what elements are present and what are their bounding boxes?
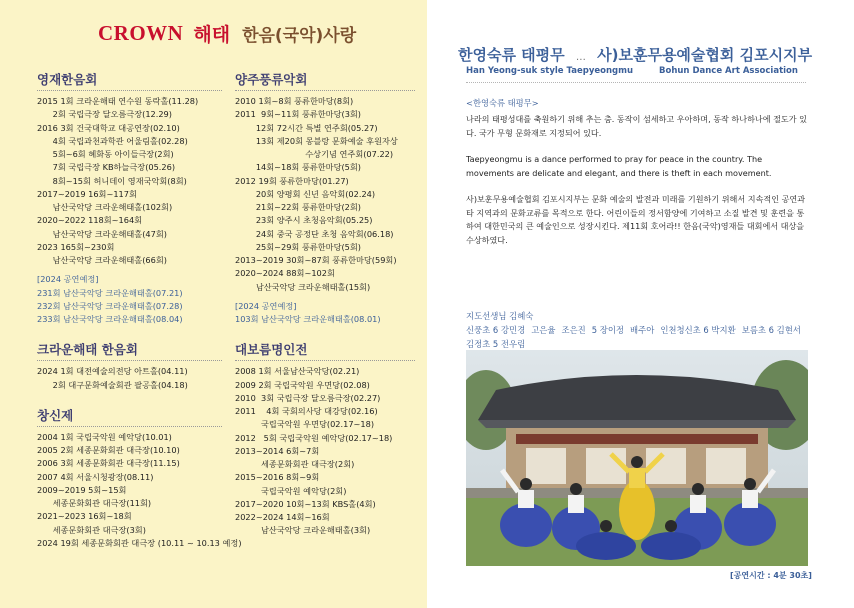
- performance-entry: 2016 3회 건국대학교 대공연장(02.10): [37, 122, 180, 133]
- performance-entry: 세종문화회관 대극장(11회): [37, 498, 152, 508]
- title-divider: [466, 82, 806, 83]
- performance-entry: 2007 4회 서울시청광장(08.11): [37, 471, 154, 482]
- performance-entry: 남산국악당 크라운해태홀(3회): [235, 525, 371, 536]
- performance-entry: 20회 양평회 신년 음악회(02.24): [235, 188, 376, 199]
- performance-entry: 23회 양주시 초청음악회(05.25): [235, 215, 373, 226]
- performance-entry: 2010 1회~8회 풍류한마당(8회): [235, 96, 354, 106]
- performance-entry: 14회~18회 풍류한마당(5회): [235, 162, 361, 173]
- performance-entry: 2012 19회 풍류한마당(01.27): [235, 175, 349, 186]
- subtitle-dance: Han Yeong-suk style Taepyeongmu: [466, 66, 634, 76]
- performer-credits: [466, 310, 811, 351]
- section-title: 창신제: [37, 407, 74, 423]
- section-label: <한영숙류 태평무>: [466, 98, 539, 108]
- performance-entry: 2005 2회 세종문화회관 대극장(10.10): [37, 445, 180, 455]
- performance-entry: 2008 1회 서울남산국악당(02.21): [235, 366, 360, 377]
- performance-photo: [466, 350, 808, 566]
- program-section: [37, 340, 222, 392]
- performance-entry: 21회~22회 풍류한마당(2회): [235, 202, 361, 212]
- performer-name: 배주아: [630, 324, 655, 335]
- section-title: 대보름명인전: [235, 342, 308, 358]
- instructor-name: 지도선생님 김혜숙: [466, 311, 534, 321]
- performer-name: 김정초 5 전우림: [466, 338, 526, 349]
- performance-entry: 2020~2024 88회~102회: [235, 268, 335, 279]
- performance-entry: 2020~2022 118회~164회: [37, 215, 143, 226]
- performance-entry: 2회 국립극장 달오름극장(12.29): [37, 109, 172, 120]
- crown-logo: CROWN: [98, 20, 184, 45]
- performance-entry: 세종문화회관 대극장(2회): [235, 459, 355, 469]
- left-column-2: [235, 70, 415, 538]
- performance-entry: 남산국악당 크라운해태홀(102회): [37, 202, 173, 212]
- performance-list: [235, 365, 415, 537]
- right-title: [458, 44, 812, 65]
- performance-entry: 남산국악당 크라운해태홀(47회): [37, 228, 167, 239]
- series-title: 한음(국악)사랑: [242, 25, 357, 46]
- program-section: [37, 70, 222, 326]
- title-separator: …: [575, 52, 586, 63]
- description-korean: 나라의 태평성대를 축원하기 위해 추는 춤. 동작이 섬세하고 우아하며, 동작 하나하나에 절도가 있다. 국가 무형 문화재로 지정되어 있다.: [466, 114, 807, 138]
- program-section: [235, 70, 415, 326]
- performance-entry: 2006 3회 세종문화회관 대극장(11.15): [37, 458, 180, 469]
- subtitle-org: Bohun Dance Art Association: [659, 66, 798, 76]
- performance-entry: 13회 제20회 몽블랑 문화예술 후원자상: [235, 135, 398, 146]
- brand-header: [98, 20, 356, 46]
- performance-entry: 2011 4회 국회의사당 대강당(02.16): [235, 406, 378, 416]
- performance-entry: 2023 165회~230회: [37, 241, 115, 252]
- performance-list: [235, 95, 415, 326]
- performance-entry: 233회 남산국악당 크라운해태홀(08.04): [37, 314, 183, 324]
- performance-time: [공연시간 : 4분 30초]: [730, 571, 812, 580]
- performance-entry: 남산국악당 크라운해태홀(66회): [37, 255, 167, 265]
- performance-entry: 2011 9회~11회 풍류한마당(3회): [235, 109, 362, 120]
- performance-entry: [2024 공연예정]: [37, 274, 99, 285]
- performance-entry: 24회 중국 공정단 초청 음악회(06.18): [235, 228, 394, 239]
- performance-entry: 2004 1회 국립국악원 예악당(10.01): [37, 431, 172, 442]
- performance-entry: 2009 2회 국립국악원 우면당(02.08): [235, 379, 370, 390]
- haitai-logo: 해태: [193, 23, 231, 46]
- performance-entry: 25회~29회 풍류한마당(5회): [235, 241, 361, 252]
- performance-entry: 2회 대구문화예술회관 팔공홀(04.18): [37, 379, 188, 390]
- performance-list: [37, 365, 222, 392]
- section-title: 영재한음회: [37, 72, 98, 87]
- program-section: [37, 406, 242, 550]
- performance-entry: 국립국악원 우면당(02.17~18): [235, 419, 375, 430]
- section-divider: [37, 426, 222, 427]
- performance-entry: 수상기념 연주회(07.22): [235, 149, 394, 159]
- performance-entry: 103회 남산국악당 크라운해태홀(08.01): [235, 314, 381, 324]
- section-divider: [235, 360, 415, 361]
- performance-entry: 232회 남산국악당 크라운해태홀(07.28): [37, 300, 183, 311]
- performer-name: 인천청신초 6 박지환: [660, 324, 736, 335]
- performance-entry: 2009~2019 5회~15회: [37, 484, 127, 495]
- performance-entry: 세종문화회관 대극장(3회): [37, 524, 146, 535]
- english-subtitle: [466, 66, 798, 76]
- performance-entry: 2012 5회 국립국악원 예악당(02.17~18): [235, 432, 393, 443]
- performance-entry: 2024 19회 세종문화회관 대극장 (10.11 ~ 10.13 예정): [37, 537, 242, 548]
- section-title: 양주풍류악회: [235, 72, 308, 87]
- performer-name: 조은진: [561, 324, 586, 335]
- performer-name: 신풍초 6 강민경: [466, 324, 526, 335]
- performance-entry: 2010 3회 국립극장 달오름극장(02.27): [235, 392, 381, 403]
- description-english: Taepyeongmu is a dance performed to pray for peace in the country. The movements are delicate and elegant, and there is theft in each movement.: [466, 154, 772, 178]
- section-title: 크라운해태 한음회: [37, 342, 138, 358]
- performance-entry: 5회~6회 혜화동 아이들극장(2회): [37, 149, 174, 159]
- performance-entry: 2013~2019 30회~87회 풍류한마당(59회): [235, 255, 397, 265]
- performer-name: 5 장이정: [591, 324, 625, 335]
- performance-entry: 8회~15회 허니데이 영재국악회(8회): [37, 175, 187, 186]
- performance-entry: 4회 국립과천과학관 어울림홀(02.28): [37, 135, 188, 146]
- performance-entry: [2024 공연예정]: [235, 300, 297, 311]
- organization-description: 사)보훈무용예술협회 김포시지부는 문화 예술의 발전과 미래를 기원하기 위해서 지속적인 공연과 타 지역과의 문화교류를 목적으로 한다. 어린이들의 정서함양에 기여하고 소질 발견 및 훈련을 통하여 대한민국의 큰 예술인으로 성장시킨다. 제11회 호어라!! 한음(국악)영재들 대회에서 대상을 수상하였다.: [466, 194, 806, 245]
- performance-entry: 2015 1회 크라운해태 연수원 동락홀(11.28): [37, 96, 199, 106]
- performance-entry: 231회 남산국악당 크라운해태홀(07.21): [37, 287, 183, 298]
- organization-title: 사)보훈무용예술협회 김포시지부: [597, 46, 813, 64]
- program-section: [235, 340, 415, 537]
- photo-illustration: [466, 350, 808, 566]
- dance-title: 한영숙류 태평무: [458, 46, 565, 64]
- section-divider: [37, 360, 222, 361]
- performance-entry: 2021~2023 16회~18회: [37, 511, 132, 522]
- left-column-1: [37, 70, 242, 550]
- performer-name: 보름초 6 김현서: [741, 324, 801, 335]
- performance-entry: 2024 1회 대전예술의전당 아트홀(04.11): [37, 366, 188, 377]
- performance-list: [37, 431, 242, 550]
- performance-entry: 남산국악당 크라운해태홀(15회): [235, 281, 371, 292]
- performer-name: 고은율: [531, 324, 556, 335]
- performance-entry: 2017~2019 16회~117회: [37, 188, 137, 199]
- performance-entry: 국립국악원 예악당(2회): [235, 485, 347, 496]
- section-divider: [37, 90, 222, 91]
- performance-entry: 7회 국립극장 KB하늘극장(05.26): [37, 162, 176, 173]
- section-divider: [235, 90, 415, 91]
- performance-entry: 2017~2020 10회~13회 KBS홀(4회): [235, 498, 376, 509]
- performance-entry: 12회 72시간 특별 연주회(05.27): [235, 122, 378, 133]
- performance-entry: 2015~2016 8회~9회: [235, 472, 320, 483]
- performance-list: [37, 95, 222, 326]
- performance-entry: 2022~2024 14회~16회: [235, 512, 330, 522]
- performance-entry: 2013~2014 6회~7회: [235, 445, 320, 456]
